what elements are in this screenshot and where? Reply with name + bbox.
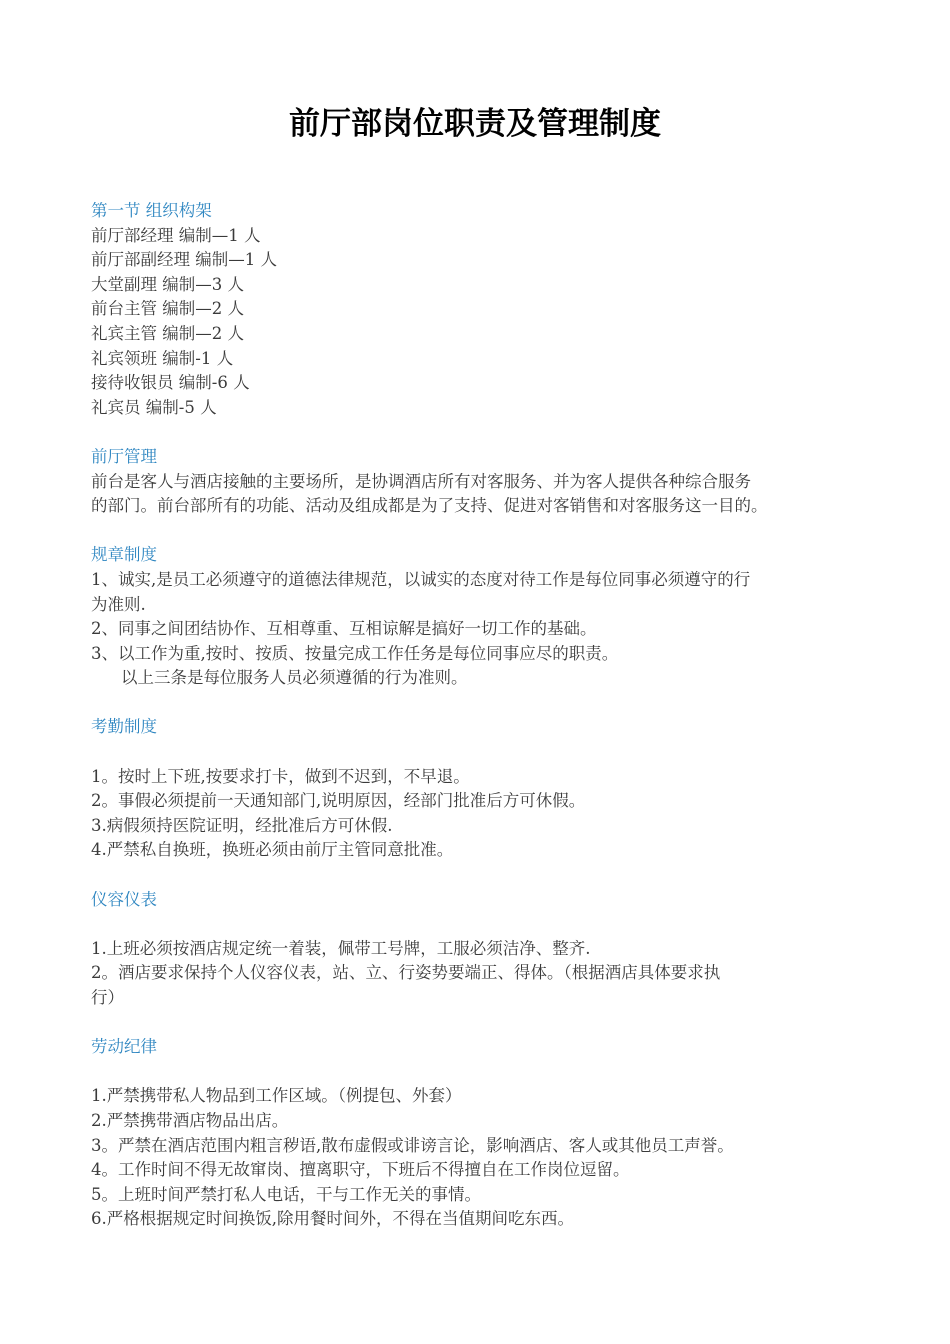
discipline-item: 6.严格根据规定时间换饭,除用餐时间外，不得在当值期间吃东西。 bbox=[91, 1209, 574, 1229]
rule-item: 3、以工作为重,按时、按质、按量完成工作任务是每位同事应尽的职责。 bbox=[91, 643, 619, 663]
org-line: 礼宾主管 编制—2 人 bbox=[91, 323, 244, 343]
spacer bbox=[91, 691, 871, 716]
org-line: 前厅部副经理 编制—1 人 bbox=[91, 250, 277, 270]
section-heading-appearance: 仪容仪表 bbox=[91, 889, 157, 909]
org-line: 前台主管 编制—2 人 bbox=[91, 299, 244, 319]
appearance-item: 1.上班必须按酒店规定统一着装，佩带工号牌，工服必须洁净、整齐. bbox=[91, 938, 591, 958]
section-heading-discipline: 劳动纪律 bbox=[91, 1037, 157, 1057]
document-body bbox=[91, 199, 871, 1232]
spacer bbox=[91, 1060, 871, 1085]
rule-item: 1、诚实,是员工必须遵守的道德法律规范，以诚实的态度对待工作是每位同事必须遵守的行 bbox=[91, 569, 751, 589]
spacer bbox=[91, 519, 871, 544]
spacer bbox=[91, 912, 871, 937]
spacer bbox=[91, 1011, 871, 1036]
discipline-item: 2.严禁携带酒店物品出店。 bbox=[91, 1110, 289, 1130]
section-heading-rules: 规章制度 bbox=[91, 545, 157, 565]
attendance-item: 1。按时上下班,按要求打卡，做到不迟到，不早退。 bbox=[91, 766, 470, 786]
appearance-item: 2。酒店要求保持个人仪容仪表，站、立、行姿势要端正、得体。（根据酒店具体要求执 bbox=[91, 963, 721, 983]
org-line: 前厅部经理 编制—1 人 bbox=[91, 225, 261, 245]
paragraph-line: 前台是客人与酒店接触的主要场所，是协调酒店所有对客服务、并为客人提供各种综合服务 bbox=[91, 471, 751, 491]
attendance-item: 3.病假须持医院证明，经批准后方可休假. bbox=[91, 815, 393, 835]
discipline-item: 4。工作时间不得无故窜岗、擅离职守，下班后不得擅自在工作岗位逗留。 bbox=[91, 1160, 630, 1180]
rule-note: 以上三条是每位服务人员必须遵循的行为准则。 bbox=[121, 668, 468, 688]
section-heading-attendance: 考勤制度 bbox=[91, 717, 157, 737]
rule-item: 2、同事之间团结协作、互相尊重、互相谅解是搞好一切工作的基础。 bbox=[91, 619, 597, 639]
org-line: 礼宾员 编制-5 人 bbox=[91, 397, 217, 417]
org-line: 礼宾领班 编制-1 人 bbox=[91, 348, 234, 368]
org-line: 大堂副理 编制—3 人 bbox=[91, 274, 244, 294]
appearance-item: 行） bbox=[91, 988, 124, 1007]
discipline-item: 3。严禁在酒店范围内粗言秽语,散布虚假或诽谤言论，影响酒店、客人或其他员工声誉。 bbox=[91, 1135, 734, 1155]
attendance-item: 2。事假必须提前一天通知部门,说明原因，经部门批准后方可休假。 bbox=[91, 791, 586, 811]
discipline-item: 1.严禁携带私人物品到工作区域。（例提包、外套） bbox=[91, 1086, 462, 1106]
spacer bbox=[91, 863, 871, 888]
spacer bbox=[91, 740, 871, 765]
section-heading-front-mgmt: 前厅管理 bbox=[91, 446, 157, 466]
spacer bbox=[91, 420, 871, 445]
attendance-item: 4.严禁私自换班，换班必须由前厅主管同意批准。 bbox=[91, 840, 454, 860]
section-heading-org: 第一节 组织构架 bbox=[91, 201, 212, 220]
org-line: 接待收银员 编制-6 人 bbox=[91, 373, 250, 393]
document-title: 前厅部岗位职责及管理制度 bbox=[289, 106, 661, 142]
paragraph-line: 的部门。前台部所有的功能、活动及组成都是为了支持、促进对客销售和对客服务这一目的。 bbox=[91, 496, 768, 516]
discipline-item: 5。上班时间严禁打私人电话，干与工作无关的事情。 bbox=[91, 1184, 481, 1204]
rule-item: 为准则. bbox=[91, 594, 146, 614]
